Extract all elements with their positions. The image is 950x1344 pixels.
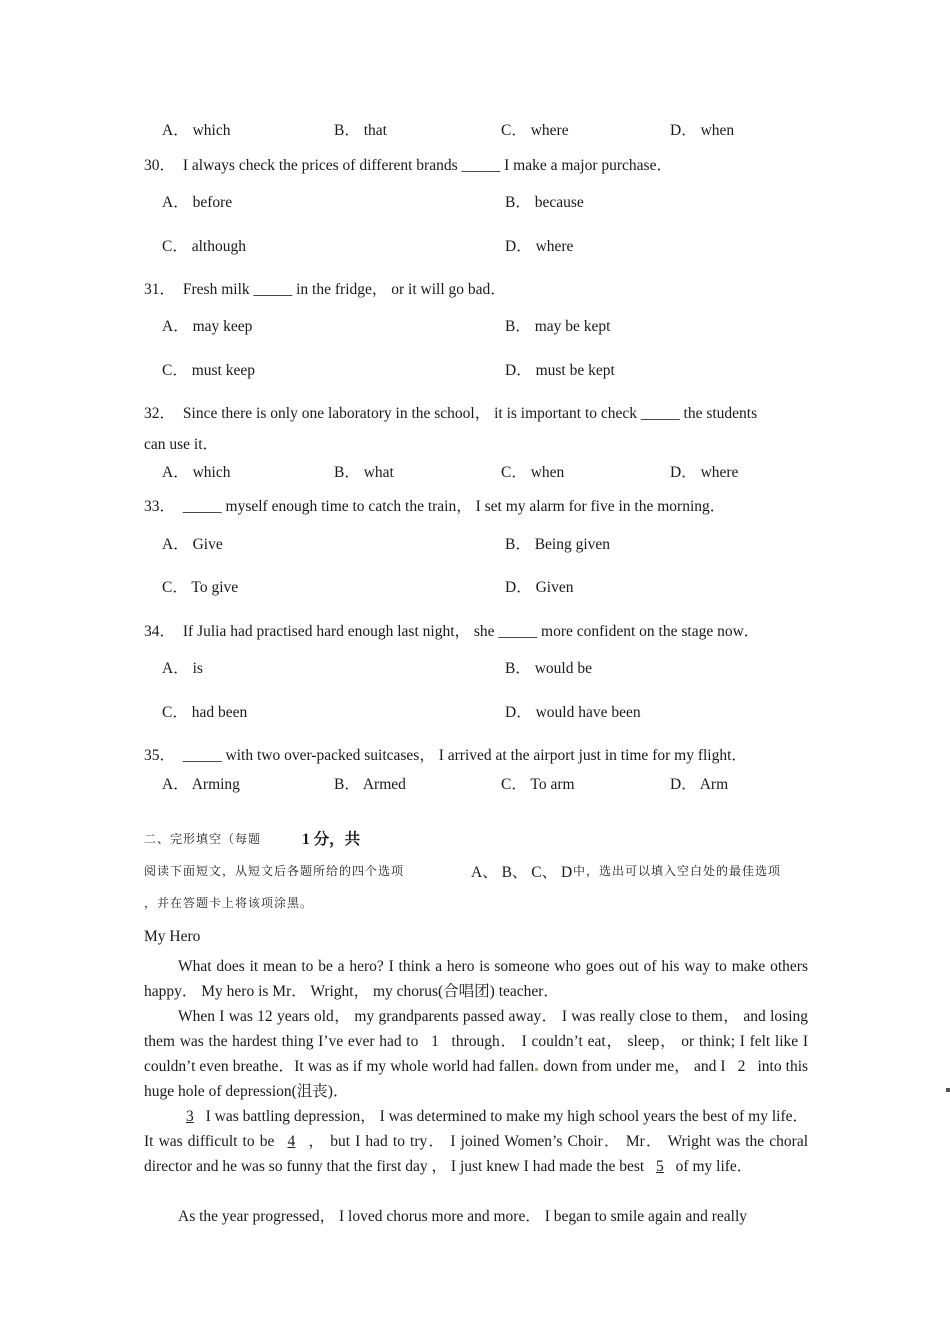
- question-31: [144, 277, 506, 299]
- blank-1: 1: [431, 1033, 439, 1050]
- question-text: Since there is only one laboratory in the school， it is important to check _____ the students: [182, 405, 758, 422]
- question-text: _____ myself enough time to catch the train， I set my alarm for five in the morning．: [182, 498, 726, 515]
- stray-mark: [535, 1068, 538, 1071]
- q30-option-d: D． where: [505, 238, 574, 255]
- q32-option-b: B． what: [334, 464, 394, 481]
- q30-option-a: A． before: [162, 194, 233, 211]
- q33-option-d: D． Given: [505, 579, 574, 596]
- blank-5: 5: [656, 1158, 664, 1175]
- q35-option-b: B． Armed: [334, 776, 406, 793]
- section-instructions-options: A、 B、 C、 D: [471, 864, 573, 881]
- q32-option-a: A． which: [162, 464, 231, 481]
- paragraph-text: When I was 12 years old， my grandparents passed away． I was really close to them， and losing them was the hardest thing I’ve ever had to: [144, 1008, 808, 1050]
- section-instructions-2: 中，选出可以填入空白处的最佳选项: [573, 864, 782, 878]
- question-text: If Julia had practised hard enough last night， she _____ more confident on the stage now．: [182, 623, 760, 640]
- paragraph-text: I was battling depression， I was determined to make my high school years the best of my life． It was difficult to be: [144, 1108, 808, 1150]
- question-35: [144, 743, 747, 765]
- passage-title: My Hero: [144, 928, 201, 945]
- question-number: 33．: [144, 498, 176, 515]
- section-instructions-1: 阅读下面短文，从短文后各题所给的四个选项: [144, 864, 405, 878]
- section-instructions-3: ，并在答题卡上将该项涂黑。: [144, 896, 314, 910]
- question-32: [144, 401, 757, 423]
- question-number: 30．: [144, 157, 176, 174]
- q29-option-a: A． which: [162, 122, 231, 139]
- q29-option-c: C． where: [501, 122, 569, 139]
- question-33: [144, 494, 725, 516]
- q31-option-a: A． may keep: [162, 318, 253, 335]
- question-34: [144, 619, 759, 641]
- q34-option-b: B． would be: [505, 660, 592, 677]
- paragraph-text: down from under me， and I: [543, 1058, 726, 1075]
- q35-option-a: A． Arming: [162, 776, 240, 793]
- q33-option-a: A． Give: [162, 536, 223, 553]
- question-number: 31．: [144, 281, 176, 298]
- blank-2: 2: [737, 1058, 746, 1075]
- q33-option-b: B． Being given: [505, 536, 611, 553]
- q31-option-c: C． must keep: [162, 362, 255, 379]
- q31-option-b: B． may be kept: [505, 318, 611, 335]
- question-30: [144, 153, 672, 175]
- passage-paragraph-4: As the year progressed， I loved chorus more and more． I began to smile again and really: [178, 1208, 748, 1225]
- question-32-continued: can use it．: [144, 436, 219, 453]
- q35-option-d: D． Arm: [670, 776, 729, 793]
- paragraph-text: of my life．: [675, 1158, 753, 1175]
- question-text: _____ with two over-packed suitcases， I arrived at the airport just in time for my flight．: [182, 747, 747, 764]
- q32-option-c: C． when: [501, 464, 565, 481]
- blank-3: 3: [186, 1108, 194, 1125]
- paragraph-text: through． I couldn’t eat， sleep， or think; I felt like I couldn’t even breathe．It was as if my whole world had fallen: [144, 1033, 809, 1075]
- section-heading-score: [302, 827, 360, 849]
- question-number: 35．: [144, 747, 176, 764]
- q34-option-d: D． would have been: [505, 704, 641, 721]
- q31-option-d: D． must be kept: [505, 362, 615, 379]
- question-text: I always check the prices of different brands _____ I make a major purchase．: [182, 157, 672, 174]
- q29-option-d: D． when: [670, 122, 735, 139]
- paragraph-text: ， but I had to try． I joined Women’s Choir． Mr． Wright was the choral director and he was so funny that the first day ， I just knew I had made the best: [144, 1133, 809, 1175]
- question-number: 32．: [144, 405, 176, 422]
- q34-option-a: A． is: [162, 660, 203, 677]
- q29-option-b: B． that: [334, 122, 387, 139]
- passage-paragraph-1: What does it mean to be a hero? I think a hero is someone who goes out of his way to make others happy． My hero is Mr． Wright， my chorus(合唱团) teacher．: [144, 958, 808, 1000]
- q35-option-c: C． To arm: [501, 776, 575, 793]
- blank-4: 4: [287, 1133, 296, 1150]
- q34-option-c: C． had been: [162, 704, 248, 721]
- question-text: Fresh milk _____ in the fridge， or it will go bad．: [182, 281, 506, 298]
- section-heading: 二、完形填空（每题: [144, 832, 262, 846]
- q30-option-b: B． because: [505, 194, 584, 211]
- passage-paragraph-3: [144, 1104, 808, 1179]
- question-number: 34．: [144, 623, 176, 640]
- q32-option-d: D． where: [670, 464, 739, 481]
- q33-option-c: C． To give: [162, 579, 239, 596]
- page-edge-mark: [946, 1088, 950, 1092]
- passage-paragraph-2: [144, 1004, 808, 1104]
- q30-option-c: C． although: [162, 238, 246, 255]
- score-text: 1 分，共: [302, 831, 361, 848]
- paragraph-text: into this huge hole of depression(沮丧)．: [144, 1058, 809, 1100]
